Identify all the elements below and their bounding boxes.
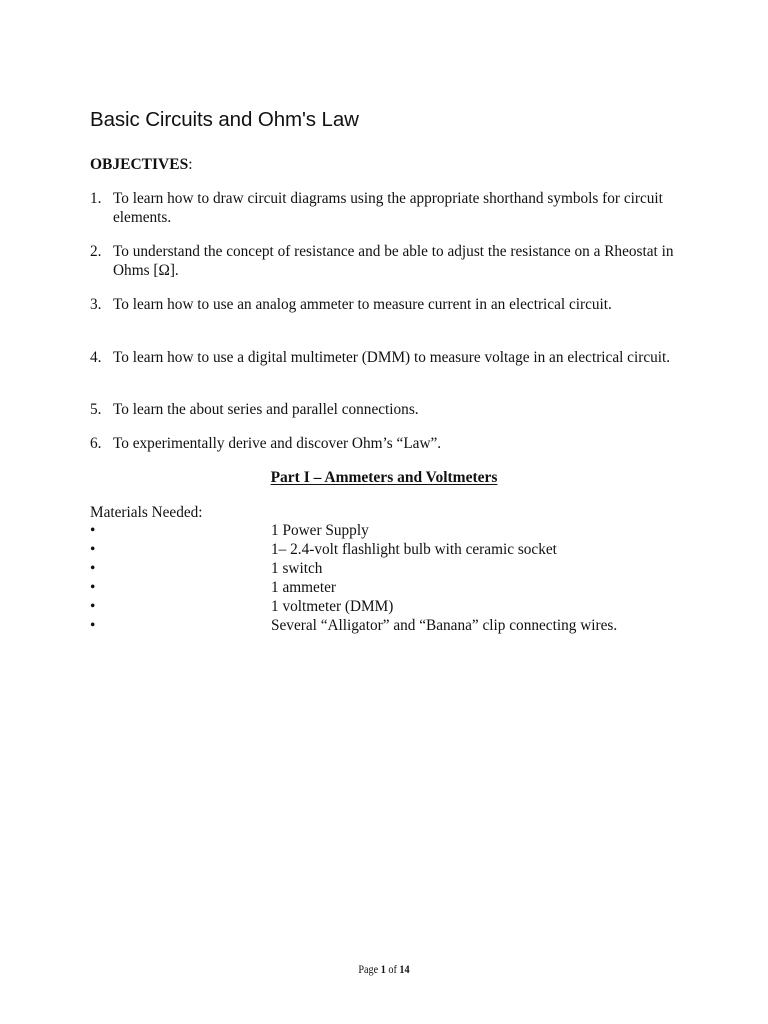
objective-number: 1. [90, 190, 102, 207]
objective-item-3 [90, 295, 690, 314]
objective-item-4 [90, 348, 690, 367]
bullet-icon: • [90, 541, 96, 558]
objective-item-5 [90, 400, 690, 419]
objective-item-2 [90, 242, 690, 280]
part-heading: Part I – Ammeters and Voltmeters [270, 469, 498, 486]
document-title: Basic Circuits and Ohm's Law [90, 108, 359, 131]
objectives-heading-text: OBJECTIVES [90, 156, 189, 173]
page-footer [58, 961, 711, 977]
list-item [90, 597, 710, 616]
objective-item-6 [90, 434, 690, 453]
list-item [90, 521, 710, 540]
objective-item-1 [90, 189, 690, 227]
materials-list [90, 521, 710, 635]
list-item [90, 616, 710, 635]
objective-number: 5. [90, 401, 102, 418]
objective-text: To experimentally derive and discover Ohm’s “Law”. [113, 435, 442, 452]
objective-text: To learn how to use a digital multimeter (DMM) to measure voltage in an electrical circuit. [113, 349, 671, 366]
list-item [90, 578, 710, 597]
bullet-icon: • [90, 579, 96, 596]
objectives-heading [90, 155, 193, 174]
material-text: Several “Alligator” and “Banana” clip connecting wires. [271, 617, 618, 634]
objective-number: 3. [90, 296, 102, 313]
objectives-heading-colon: : [188, 156, 193, 173]
list-item [90, 540, 710, 559]
objective-text: To learn how to use an analog ammeter to measure current in an electrical circuit. [113, 296, 612, 313]
footer-current-page: 1 [380, 962, 386, 976]
material-text: 1– 2.4-volt flashlight bulb with ceramic socket [271, 541, 557, 558]
objective-text: To understand the concept of resistance and be able to adjust the resistance on a Rheostat in Ohms [Ω]. [113, 243, 674, 279]
material-text: 1 voltmeter (DMM) [271, 598, 394, 615]
objective-number: 4. [90, 349, 102, 366]
objective-number: 2. [90, 243, 102, 260]
bullet-icon: • [90, 598, 96, 615]
footer-page-word: Page [358, 962, 379, 976]
bullet-icon: • [90, 617, 96, 634]
material-text: 1 ammeter [271, 579, 336, 596]
material-text: 1 switch [271, 560, 323, 577]
objective-number: 6. [90, 435, 102, 452]
bullet-icon: • [90, 522, 96, 539]
footer-total-pages: 14 [399, 962, 410, 976]
list-item [90, 559, 710, 578]
material-text: 1 Power Supply [271, 522, 369, 539]
footer-of-word: of [388, 962, 397, 976]
bullet-icon: • [90, 560, 96, 577]
objective-text: To learn the about series and parallel connections. [113, 401, 419, 418]
materials-heading: Materials Needed: [90, 504, 203, 521]
objective-text: To learn how to draw circuit diagrams using the appropriate shorthand symbols for circuit elements. [113, 190, 663, 226]
